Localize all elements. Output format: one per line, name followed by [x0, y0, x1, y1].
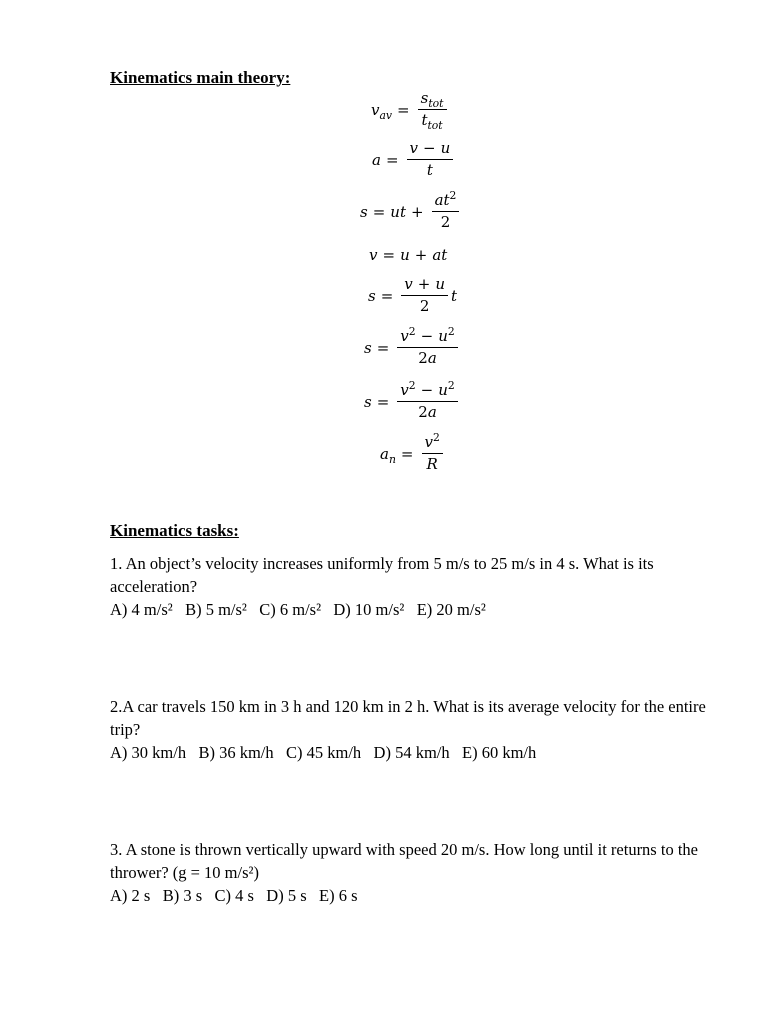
formula-displacement-ut: s = ut + $\frac{at^2}{2}$	[360, 192, 462, 232]
tasks-heading: Kinematics tasks:	[110, 521, 239, 540]
formula-average-velocity: $v_{av}$ = $\frac{s_{tot}}{t_{tot}}$	[371, 90, 450, 130]
formula-displacement-average: s = $\frac{v + u}{2}$ t	[368, 275, 458, 316]
task-2	[110, 695, 720, 764]
formula-acceleration: a = $\frac{v - u}{t}$	[372, 140, 456, 180]
task-options: A) 30 km/h B) 36 km/h C) 45 km/h D) 54 km/h E) 60 km/h	[110, 743, 537, 762]
formula-displacement-squares-1: s = $\frac{v^2 - u^2}{2a}$	[364, 328, 461, 368]
task-1	[110, 552, 720, 621]
task-3	[110, 838, 720, 907]
formula-displacement-squares-2: s = $\frac{v^2 - u^2}{2a}$	[364, 382, 461, 422]
formula-centripetal-acceleration: $a_n$ = $\frac{v^2}{R}$	[380, 434, 446, 474]
task-question: 3. A stone is thrown vertically upward with speed 20 m/s. How long until it returns to the thrower? (g = 10 m/s²)	[110, 840, 698, 882]
task-question: 2.A car travels 150 km in 3 h and 120 km in 2 h. What is its average velocity for the entire trip?	[110, 697, 706, 739]
formula-final-velocity: v = u + at	[369, 246, 448, 264]
task-options: A) 2 s B) 3 s C) 4 s D) 5 s E) 6 s	[110, 886, 358, 905]
formula-list	[0, 0, 768, 500]
theory-heading: Kinematics main theory:	[110, 68, 291, 87]
task-question: 1. An object’s velocity increases uniformly from 5 m/s to 25 m/s in 4 s. What is its acceleration?	[110, 554, 654, 596]
task-options: A) 4 m/s² B) 5 m/s² C) 6 m/s² D) 10 m/s² E) 20 m/s²	[110, 600, 486, 619]
